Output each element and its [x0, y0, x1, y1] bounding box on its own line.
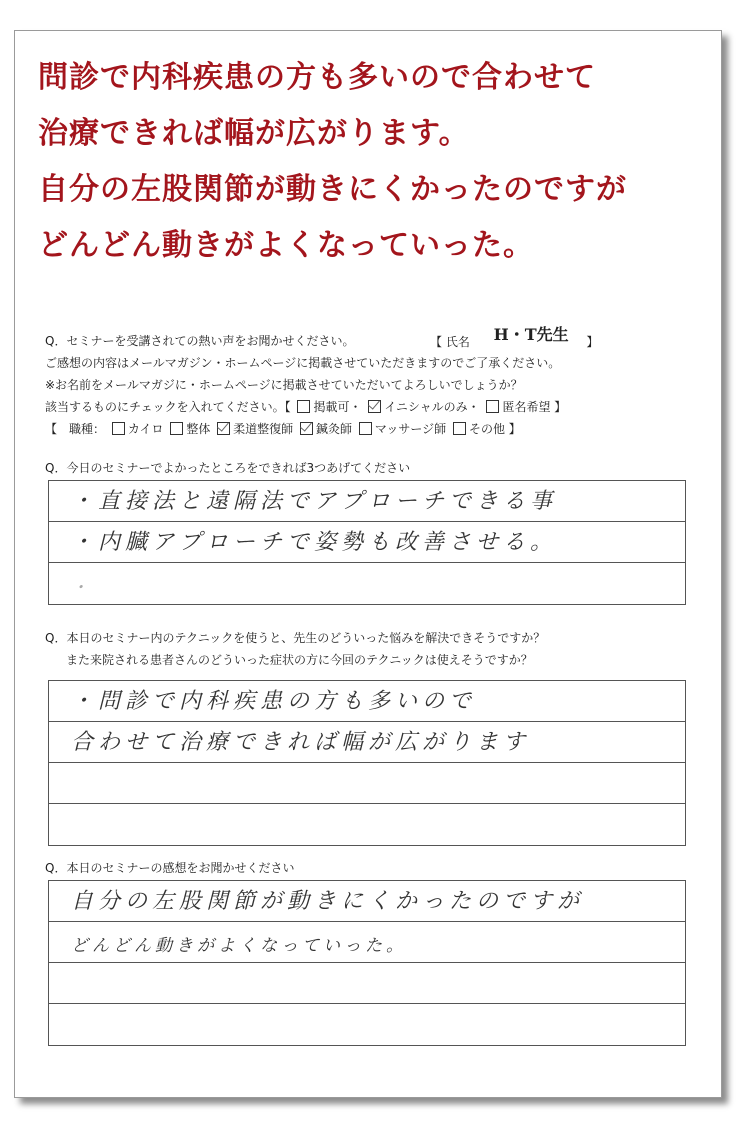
intro-question: Q．セミナーを受講されての熱い声をお聞かせください。 — [45, 334, 355, 348]
checkbox-initials-only[interactable] — [368, 400, 381, 413]
publish-options — [45, 396, 705, 418]
form-intro — [45, 325, 705, 440]
q2-label-line2: また来院される患者さんのどういった症状の方に今回のテクニックは使えそうですか？ — [66, 653, 533, 667]
name-field — [430, 325, 599, 353]
q2-answer-box — [48, 680, 686, 846]
answer-line — [49, 922, 685, 963]
answer-line — [49, 722, 685, 763]
check-prefix: 該当するものにチェックを入れてください。【 — [45, 400, 291, 414]
handwritten-answer: 自分の左股関節が動きにくかったのですが — [71, 889, 585, 914]
check-close: 】 — [554, 400, 567, 414]
answer-line — [49, 763, 685, 804]
checkbox-judo-therapist[interactable] — [217, 422, 230, 435]
name-close: 】 — [586, 335, 599, 349]
handwritten-answer: どんどん動きがよくなっていった。 — [71, 936, 407, 956]
answer-line — [49, 804, 685, 845]
checkbox-chiro[interactable] — [112, 422, 125, 435]
option-label: 整体 — [186, 422, 211, 436]
answer-line — [49, 563, 685, 604]
option-label: 鍼灸師 — [316, 422, 353, 436]
headline-line: 治療できれば幅が広がります。 — [38, 116, 470, 151]
job-options — [45, 418, 705, 440]
answer-line — [49, 522, 685, 563]
handwritten-answer: ・直接法と遠隔法でアプローチできる事 — [71, 489, 558, 514]
q2-label-line1: Q．本日のセミナー内のテクニックを使うと、先生のどういった悩みを解決できそうですか？ — [45, 631, 546, 645]
option-label: イニシャルのみ・ — [384, 400, 480, 414]
headline-line: 問診で内科疾患の方も多いので合わせて — [38, 60, 596, 95]
q3-answer-box — [48, 880, 686, 1046]
name-open: 【 氏名 — [430, 335, 470, 349]
q3-label: Q．本日のセミナーの感想をお聞かせください — [45, 861, 295, 875]
checkbox-massage[interactable] — [359, 422, 372, 435]
consent-line: ご感想の内容はメールマガジン・ホームページに掲載させていただきますのでご了承ください。 — [45, 356, 561, 370]
answer-line — [49, 963, 685, 1004]
option-label: 掲載可・ — [313, 400, 362, 414]
name-value: H・T先生 — [493, 325, 569, 344]
answer-line — [49, 681, 685, 722]
job-close: 】 — [508, 422, 521, 436]
headline — [38, 50, 718, 274]
q1-label: Q．今日のセミナーでよかったところをできれば3つあげてください — [45, 461, 411, 475]
job-prefix: 【 職種： — [45, 422, 106, 436]
handwritten-answer: 合わせて治療できれば幅が広がります — [71, 730, 531, 755]
option-label: カイロ — [127, 422, 164, 436]
answer-line — [49, 881, 685, 922]
checkbox-seitai[interactable] — [170, 422, 183, 435]
headline-line: どんどん動きがよくなっていった。 — [38, 228, 534, 263]
answer-line — [49, 481, 685, 522]
answer-line — [49, 1004, 685, 1045]
handwritten-answer: ・ — [71, 578, 92, 598]
name-publish-question: ※お名前をメールマガジに・ホームページに掲載させていただいてよろしいでしょうか？ — [45, 378, 523, 392]
checkbox-other[interactable] — [453, 422, 466, 435]
intro-question-row — [45, 325, 705, 352]
q1-answer-box — [48, 480, 686, 605]
checkbox-acupuncture[interactable] — [300, 422, 313, 435]
handwritten-answer: ・内臓アプローチで姿勢も改善させる。 — [71, 530, 558, 555]
headline-line: 自分の左股関節が動きにくかったのですが — [38, 172, 627, 207]
option-label: 柔道整復師 — [233, 422, 294, 436]
option-label: マッサージ師 — [374, 422, 447, 436]
handwritten-answer: ・問診で内科疾患の方も多いので — [71, 689, 477, 714]
option-label: その他 — [468, 422, 505, 436]
checkbox-publish-ok[interactable] — [297, 400, 310, 413]
checkbox-anonymous[interactable] — [486, 400, 499, 413]
option-label: 匿名希望 — [502, 400, 551, 414]
